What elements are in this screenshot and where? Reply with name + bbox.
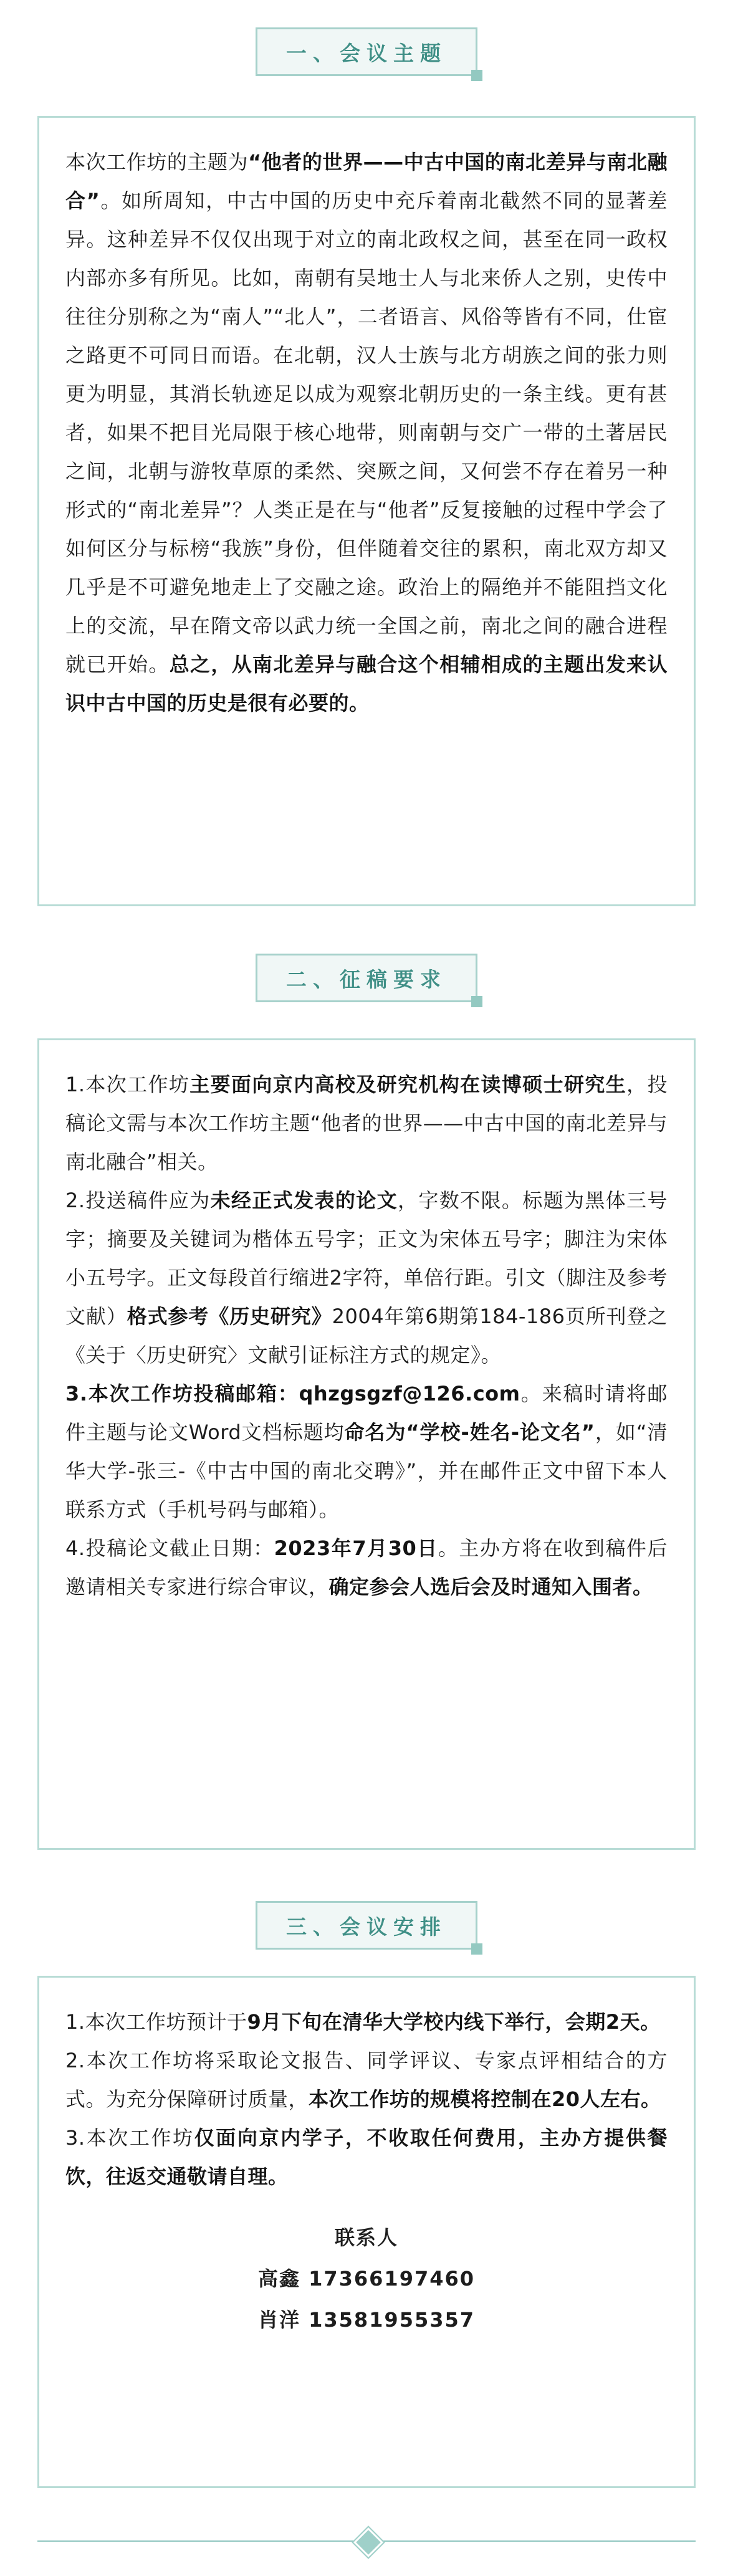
paragraph <box>65 2119 668 2196</box>
bold-text: 主要面向京内高校及研究机构在读博硕士研究生 <box>189 1073 627 1096</box>
text: ，投稿论文需与本次工作坊主题“他者的世界——中古中国的南北差异与南北融合”相关。 <box>65 1073 668 1174</box>
bold-text: 总之，从南北差异与融合这个相辅相成的主题出发来认识中古中国的历史是很有必要的。 <box>65 653 668 715</box>
section-heading-text: 二、征稿要求 <box>286 967 447 992</box>
text: 3.本次工作坊 <box>65 2126 194 2150</box>
bold-text: 未经正式发表的论文 <box>210 1189 398 1212</box>
text: 。主办方将在收到稿件后邀请相关专家进行综合审议， <box>65 1536 668 1599</box>
contact-person-1: 高鑫 17366197460 <box>257 2267 476 2291</box>
bold-text: 9月下旬在清华大学校内线下举行，会期2天。 <box>247 2010 661 2034</box>
bottom-divider <box>37 2528 696 2554</box>
bold-text: “他者的世界——中古中国的南北差异与南北融合” <box>65 150 668 213</box>
section-body-theme <box>65 143 668 722</box>
text: ，如“清华大学-张三-《中古中国的南北交聘》”，并在邮件正文中留下本人联系方式（手机号码与邮箱）。 <box>65 1420 668 1521</box>
text: 1.本次工作坊预计于 <box>65 2010 247 2034</box>
text: 2.本次工作坊将采取论文报告、同学评议、专家点评相结合的方式。为充分保障研讨质量， <box>65 2049 668 2111</box>
diamond-icon <box>353 2527 383 2557</box>
contact-block <box>65 2217 668 2340</box>
paragraph <box>65 1529 668 1606</box>
bold-text: 本次工作坊的规模将控制在20人左右。 <box>309 2087 661 2111</box>
section-body-arrangements <box>65 2003 668 2196</box>
bold-text: 2023年7月30日 <box>274 1536 438 1560</box>
bold-text: 格式参考《历史研究》 <box>127 1305 332 1328</box>
contact-person-2: 肖洋 13581955357 <box>257 2308 476 2332</box>
paragraph <box>65 1065 668 1181</box>
bold-text: 命名为“学校-姓名-论文名” <box>344 1420 595 1444</box>
paragraph <box>65 2003 668 2041</box>
text: 1.本次工作坊 <box>65 1073 190 1096</box>
section-box-requirements <box>37 1038 696 1850</box>
contact-title: 联系人 <box>334 2226 398 2249</box>
text: 2.投送稿件应为 <box>65 1189 211 1212</box>
bold-text: 仅面向京内学子，不收取任何费用，主办方提供餐饮，往返交通敬请自理。 <box>65 2126 668 2188</box>
paragraph <box>65 1374 668 1529</box>
text: 。来稿时请将邮件主题与论文Word文档标题均 <box>65 1382 668 1444</box>
paragraph <box>65 1181 668 1374</box>
paragraph <box>65 143 668 722</box>
paragraph <box>65 2041 668 2119</box>
section-body-requirements <box>65 1065 668 1606</box>
text: 。如所周知，中古中国的历史中充斥着南北截然不同的显著差异。这种差异不仅仅出现于对立的南北政权之间，甚至在同一政权内部亦多有所见。比如，南朝有吴地士人与北来侨人之别，史传中往往分别称之为“南人”“北人”，二者语言、风俗等皆有不同，仕宦之路更不可同日而语。在北朝，汉人士族与北方胡族之间的张力则更为明显，其消长轨迹足以成为观察北朝历史的一条主线。更有甚者，如果不把目光局限于核心地带，则南朝与交广一带的土著居民之间，北朝与游牧草原的柔然、突厥之间，又何尝不存在着另一种形式的“南北差异”？人类正是在与“他者”反复接触的过程中学会了如何区分与标榜“我族”身份，但伴随着交往的累积，南北双方却又几乎是不可避免地走上了交融之途。政治上的隔绝并不能阻挡文化上的交流，早在隋文帝以武力统一全国之前，南北之间的融合进程就已开始。 <box>65 189 668 676</box>
section-box-theme <box>37 116 696 906</box>
text: 2004年第6期第184-186页所刊登之《关于〈历史研究〉文献引证标注方式的规定》。 <box>65 1305 668 1367</box>
corner-square-icon <box>471 1943 482 1955</box>
section-box-arrangements <box>37 1976 696 2488</box>
corner-square-icon <box>471 996 482 1007</box>
section-heading-text: 三、会议安排 <box>286 1914 447 1939</box>
bold-text: 确定参会人选后会及时通知入围者。 <box>328 1575 653 1599</box>
text: 本次工作坊的主题为 <box>65 150 249 174</box>
corner-square-icon <box>471 70 482 81</box>
section-heading-text: 一、会议主题 <box>286 41 447 65</box>
section-heading-1 <box>256 27 477 76</box>
text: 4.投稿论文截止日期： <box>65 1536 274 1560</box>
text: ，字数不限。标题为黑体三号字；摘要及关键词为楷体五号字；正文为宋体五号字；脚注为宋体小五号字。正文每段首行缩进2字符，单倍行距。引文（脚注及参考文献） <box>65 1189 668 1328</box>
section-heading-3 <box>256 1901 477 1950</box>
section-heading-2 <box>256 954 477 1002</box>
bold-text: 3.本次工作坊投稿邮箱：qhzgsgzf@126.com <box>65 1382 520 1405</box>
